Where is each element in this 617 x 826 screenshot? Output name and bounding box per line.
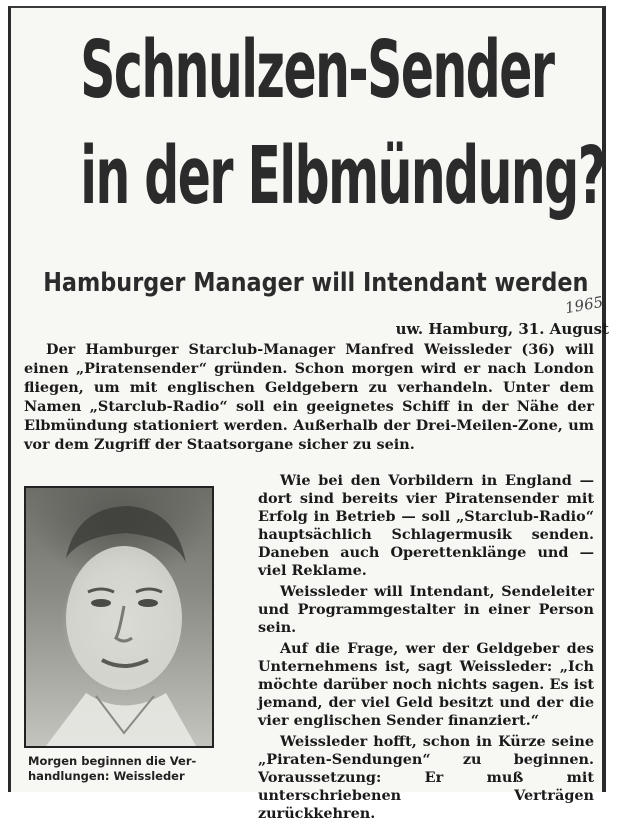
body-paragraph: Wie bei den Vorbildern in England — dort sind bereits vier Piratensender mit Erfolg in Betrieb — soll „Starclub-Radio“ hauptsächlich Schlagermusik senden. Daneben auch Operettenklänge und — viel Reklame.	[258, 472, 594, 579]
portrait-sketch	[26, 488, 212, 746]
lead-text: Der Hamburger Starclub-Manager Manfred Weissleder (36) will einen „Piratensender“ gründen. Schon morgen wird er nach London fliegen, um mit englischen Geldgebern zu verhandeln. Unter dem Namen „Starclub-Radio“ soll ein geeignetes Schiff in der Nähe der Elbmündung stationiert werden. Außerhalb der Drei-Meilen-Zone, um vor dem Zugriff der Staatsorgane sicher zu sein.	[24, 341, 594, 453]
headline-line-2: in der Elbmündung?	[80, 130, 605, 223]
body-paragraph: Weissleder hofft, schon in Kürze seine „Piraten-Sendungen“ zu beginnen. Voraussetzung: Er muß mit unterschriebenen Verträgen zurückkehren.	[258, 733, 594, 822]
body-paragraph: Auf die Frage, wer der Geldgeber des Unternehmens ist, sagt Weissleder: „Ich möchte darüber noch nichts sagen. Es ist jemand, der viel Geld besitzt und der die vier englischen Sender finanziert.“	[258, 640, 594, 729]
subheadline: Hamburger Manager will Intendant werden	[43, 268, 589, 298]
lead-paragraph	[24, 340, 594, 454]
headline-line-1: Schnulzen-Sender	[80, 24, 554, 117]
photo-caption-line-1: Morgen beginnen die Ver-	[28, 754, 197, 768]
portrait-photo-icon	[24, 486, 214, 748]
dateline: uw. Hamburg, 31. August	[395, 320, 609, 338]
handwritten-year-note: 1965	[563, 292, 605, 318]
article-body	[258, 472, 594, 826]
photo-caption	[28, 754, 214, 784]
body-paragraph: Weissleder will Intendant, Sendeleiter und Programmgestalter in einer Person sein.	[258, 583, 594, 636]
photo-caption-line-2: handlungen: Weissleder	[28, 769, 185, 783]
